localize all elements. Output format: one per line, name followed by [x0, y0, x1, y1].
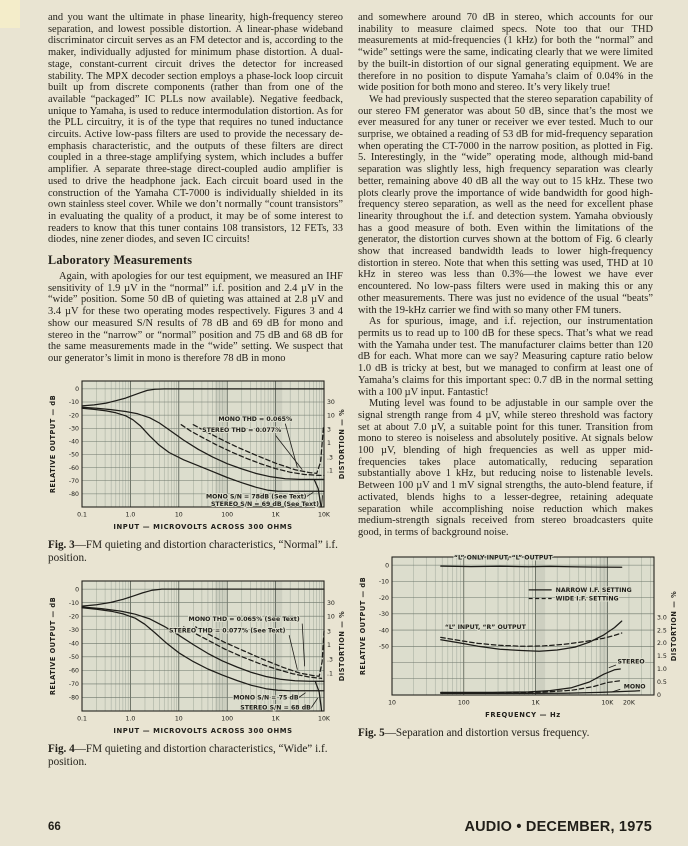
right-column [358, 12, 678, 770]
svg-text:20K: 20K [622, 699, 635, 707]
svg-text:MONO THD = 0.065% (See Text): MONO THD = 0.065% (See Text) [188, 615, 300, 623]
svg-text:10K: 10K [601, 699, 614, 707]
svg-text:10: 10 [327, 412, 335, 420]
svg-text:.1: .1 [327, 670, 333, 678]
page-number: 66 [48, 821, 61, 833]
two-column-layout [48, 12, 678, 770]
figure-fig3 [48, 374, 346, 566]
body-paragraph: and you want the ultimate in phase linearity, high-frequency stereo separation, and lowest possible distortion. A linear-phase wideband discriminator circuit serves as an FM detector and is, according to the maker, individually adjusted for minimum phase distortion. A dual-stage, constant-current circuit drives the detector for increased stability. The MPX decoder section employs a phase-lock loop circuit built up from discrete components (rather than from one of the available “packaged” IC PLLs now available). Negative feedback, unique to Yamaha, is used to reduce intermodulation distortion. As for the PLL circuitry, it is of the type that requires no tuned inductance circuits. Active low-pass filters are used to provide the necessary de-emphasis characteristic, and the outputs of these filters are direct coupled in a three-stage amplifying system, which includes a buffer amplifier. A separate three-stage direct-coupled audio amplifier is used to drive the headphone jack. Each circuit board used in the construction of the Yamaha CT-7000 is individually shielded in its own stainless steel cover. While we don’t normally “count transistors” in evaluating the quality of a product, it may be of some interest to readers to know that this tuner contains 108 transistors, 12 FETs, 33 diodes, nine zener diodes, and seven IC circuits! [48, 12, 343, 246]
figure-fig4 [48, 574, 346, 770]
fig4-caption [48, 743, 343, 770]
svg-text:0: 0 [75, 586, 79, 594]
svg-text:1: 1 [327, 439, 331, 447]
svg-text:-30: -30 [68, 425, 79, 433]
svg-text:3.0: 3.0 [657, 613, 667, 621]
svg-text:-30: -30 [378, 610, 389, 618]
svg-text:3: 3 [327, 628, 331, 636]
left-column [48, 12, 346, 770]
svg-text:-20: -20 [68, 412, 79, 420]
fig5-caption-label: Fig. 5 [358, 726, 385, 739]
svg-text:DISTORTION — %: DISTORTION — % [338, 408, 346, 479]
svg-text:-70: -70 [68, 680, 79, 688]
svg-text:-80: -80 [68, 694, 79, 702]
fig5-caption-text: —Separation and distortion versus frequency. [384, 726, 590, 739]
svg-text:30: 30 [327, 599, 335, 607]
svg-text:1.0: 1.0 [657, 665, 667, 673]
fig3-chart [48, 374, 348, 532]
svg-text:-60: -60 [68, 464, 79, 472]
svg-text:10: 10 [388, 699, 396, 707]
svg-text:INPUT — MICROVOLTS ACROSS 300: INPUT — MICROVOLTS ACROSS 300 OHMS [113, 522, 293, 531]
svg-text:INPUT — MICROVOLTS ACROSS 300: INPUT — MICROVOLTS ACROSS 300 OHMS [113, 726, 293, 735]
magazine-footer: AUDIO • DECEMBER, 1975 [464, 819, 652, 835]
svg-text:10K: 10K [318, 511, 330, 519]
svg-text:30: 30 [327, 398, 335, 406]
svg-text:“L” INPUT, “R” OUTPUT: “L” INPUT, “R” OUTPUT [444, 623, 526, 631]
svg-text:.3: .3 [327, 656, 333, 664]
svg-text:0.1: 0.1 [77, 715, 87, 723]
svg-text:-80: -80 [68, 490, 79, 498]
svg-text:-60: -60 [68, 667, 79, 675]
svg-text:1.0: 1.0 [125, 511, 136, 519]
svg-text:DISTORTION — %: DISTORTION — % [670, 590, 678, 661]
svg-text:STEREO: STEREO [617, 657, 645, 665]
svg-text:100: 100 [221, 511, 234, 519]
svg-text:-40: -40 [378, 626, 389, 634]
svg-text:10: 10 [327, 613, 335, 621]
svg-text:STEREO S/N = 68 dB: STEREO S/N = 68 dB [240, 704, 311, 712]
fig4-caption-text: —FM quieting and distortion characteristics, “Wide” i.f. position. [48, 742, 328, 769]
svg-text:10: 10 [174, 715, 183, 723]
svg-text:-10: -10 [68, 398, 79, 406]
fig4-chart [48, 574, 348, 736]
svg-text:STEREO THD = 0.077% (See Text): STEREO THD = 0.077% (See Text) [168, 627, 286, 635]
svg-text:.1: .1 [327, 467, 333, 475]
svg-text:-30: -30 [68, 626, 79, 634]
svg-text:-70: -70 [68, 477, 79, 485]
svg-text:NARROW I.F. SETTING: NARROW I.F. SETTING [555, 586, 632, 594]
fig5-caption [358, 727, 653, 741]
svg-text:1K: 1K [271, 511, 280, 519]
svg-text:STEREO S/N = 69 dB (See Text): STEREO S/N = 69 dB (See Text) [210, 500, 319, 508]
svg-text:“L” ONLY INPUT, “L” OUTPUT: “L” ONLY INPUT, “L” OUTPUT [453, 554, 553, 562]
svg-text:1K: 1K [271, 715, 280, 723]
svg-text:MONO S/N = 75 dB: MONO S/N = 75 dB [233, 694, 299, 702]
svg-text:1K: 1K [531, 699, 540, 707]
svg-text:MONO S/N = 78dB (See Text): MONO S/N = 78dB (See Text) [205, 493, 307, 501]
figure-fig5 [358, 550, 678, 741]
svg-text:-50: -50 [378, 643, 389, 651]
body-paragraph: Again, with apologies for our test equipment, we measured an IHF sensitivity of 1.9 µV in the “normal” i.f. position and 2.4 µV in the “wide” position. Some 50 dB of quieting was attained at 2.8 µV and 3.4 µV for these two operating modes respectively. Figures 3 and 4 show our measured S/N results of 78 dB and 69 dB for mono and stereo in the “narrow” or “normal” position and 75 dB and 68 dB for the same measurements made in the “wide” setting. We suspect that our generator’s limit in mono is therefore 78 dB in mono [48, 271, 343, 364]
svg-text:-50: -50 [68, 653, 79, 661]
svg-text:1.5: 1.5 [657, 652, 667, 660]
svg-text:MONO THD = 0.065%: MONO THD = 0.065% [218, 415, 293, 423]
svg-text:1.0: 1.0 [125, 715, 136, 723]
fig3-caption-label: Fig. 3 [48, 538, 75, 551]
svg-text:0.1: 0.1 [77, 511, 87, 519]
svg-text:-10: -10 [68, 599, 79, 607]
svg-text:DISTORTION — %: DISTORTION — % [338, 610, 346, 682]
svg-text:-10: -10 [378, 578, 389, 586]
body-paragraph: Muting level was found to be adjustable in our sample over the signal strength range from 4 µV, while stereo threshold was factory set at about 7.0 µV, a suitable point for this tuner. Transition from mono to stereo is noiseless and absolutely positive. At signals below 100 µV, blending of high frequencies as well as upper mid-frequencies takes place automatically, reducing separation substantially above 1 kHz, but reducing noise to listenable levels. Between 100 µV and 1 mV signal strengths, the auto-blend feature, if activated, blends highs to a lesser-degree, retaining adequate separation while accomplishing noise reduction which makes medium-strength signals received from stereo broadcasters quite good, in terms of background noise. [358, 398, 653, 538]
svg-text:FREQUENCY — Hz: FREQUENCY — Hz [485, 710, 561, 719]
section-heading: Laboratory Measurements [48, 253, 193, 268]
svg-text:2.5: 2.5 [657, 626, 667, 634]
fig5-chart [358, 550, 680, 720]
svg-text:MONO: MONO [623, 683, 646, 691]
svg-text:.3: .3 [327, 453, 333, 461]
svg-text:0.5: 0.5 [657, 678, 667, 686]
svg-text:10: 10 [174, 511, 183, 519]
svg-text:STEREO THD = 0.077%: STEREO THD = 0.077% [202, 426, 282, 434]
svg-text:-50: -50 [68, 451, 79, 459]
fig3-caption [48, 539, 343, 566]
fig4-caption-label: Fig. 4 [48, 742, 75, 755]
body-paragraph: We had previously suspected that the stereo separation capability of our stereo FM generator was about 50 dB, since that’s the most we ever measured for any tuner or receiver we ever tested. Much to our surprise, we obtained a reading of 53 dB for mid-frequency separation when operating the CT-7000 in the narrow position, as plotted in Fig. 5. Interestingly, in the “wide” operating mode, although mid-band separation was slightly less, high frequency separation was clearly better, remaining above 40 dB all the way out to 15 kHz. These two plots clearly prove the importance of wide bandwidth for good high-frequency stereo separation, as well as the need for excellent phase linearity throughout the i.f. and detection system. Yamaha obviously has a good measure of both. Even within the limitations of the generator, the distortion curves shown at the bottom of Fig. 6 clearly show that increased bandwidth leads to lower high-frequency distortion in stereo. Note that when this setting was used, THD at 10 kHz in stereo was less than 0.3%—the lowest we have ever encountered. No low-pass filters were used in making this or any other measurements. There was just no evidence of the usual “beats” with the 19-kHz carrier we find with so many other FM tuners. [358, 93, 653, 316]
body-paragraph: As for spurious, image, and i.f. rejection, our instrumentation permits us to read up to 100 dB for these specs. That’s what we read with the Yamaha under test. The manufacturer claims better than 120 dB for each. What more can we say? Measuring capture ratio below 1.0 dB is tricky at best, but we managed to confirm at least one of Yamaha’s claims for this important spec: 0.7 dB in the normal setting with a 100 µV input. Fantastic! [358, 316, 653, 398]
svg-text:100: 100 [457, 699, 470, 707]
body-paragraph: and somewhere around 70 dB in stereo, which accounts for our inability to measure claimed specs. Note too that our THD measurements at mid-frequencies (1 kHz) for both the “normal” and “wide” settings were the same, indicating clearly that we were limited by the built-in distortion of our signal generating equipment. We are therefore in no position to dispute Yamaha’s claim of 0.04% in the wide position for both mono and stereo. It’s very likely true! [358, 12, 653, 94]
svg-text:-40: -40 [68, 640, 79, 648]
svg-text:WIDE I.F. SETTING: WIDE I.F. SETTING [555, 595, 619, 603]
page-corner-patch [0, 0, 20, 28]
svg-text:-20: -20 [378, 594, 389, 602]
svg-text:0: 0 [385, 561, 389, 569]
svg-text:RELATIVE OUTPUT — dB: RELATIVE OUTPUT — dB [359, 576, 367, 675]
svg-text:100: 100 [221, 715, 234, 723]
svg-text:0: 0 [75, 385, 79, 393]
svg-text:3: 3 [327, 426, 331, 434]
fig3-caption-text: —FM quieting and distortion characteristics, “Normal” i.f. position. [48, 538, 338, 565]
svg-text:0: 0 [657, 691, 661, 699]
svg-text:-20: -20 [68, 613, 79, 621]
svg-text:-40: -40 [68, 438, 79, 446]
svg-text:RELATIVE OUTPUT — dB: RELATIVE OUTPUT — dB [49, 596, 57, 696]
svg-text:1: 1 [327, 641, 331, 649]
svg-text:10K: 10K [318, 715, 330, 723]
svg-text:2.0: 2.0 [657, 639, 667, 647]
svg-text:RELATIVE OUTPUT — dB: RELATIVE OUTPUT — dB [49, 394, 57, 493]
